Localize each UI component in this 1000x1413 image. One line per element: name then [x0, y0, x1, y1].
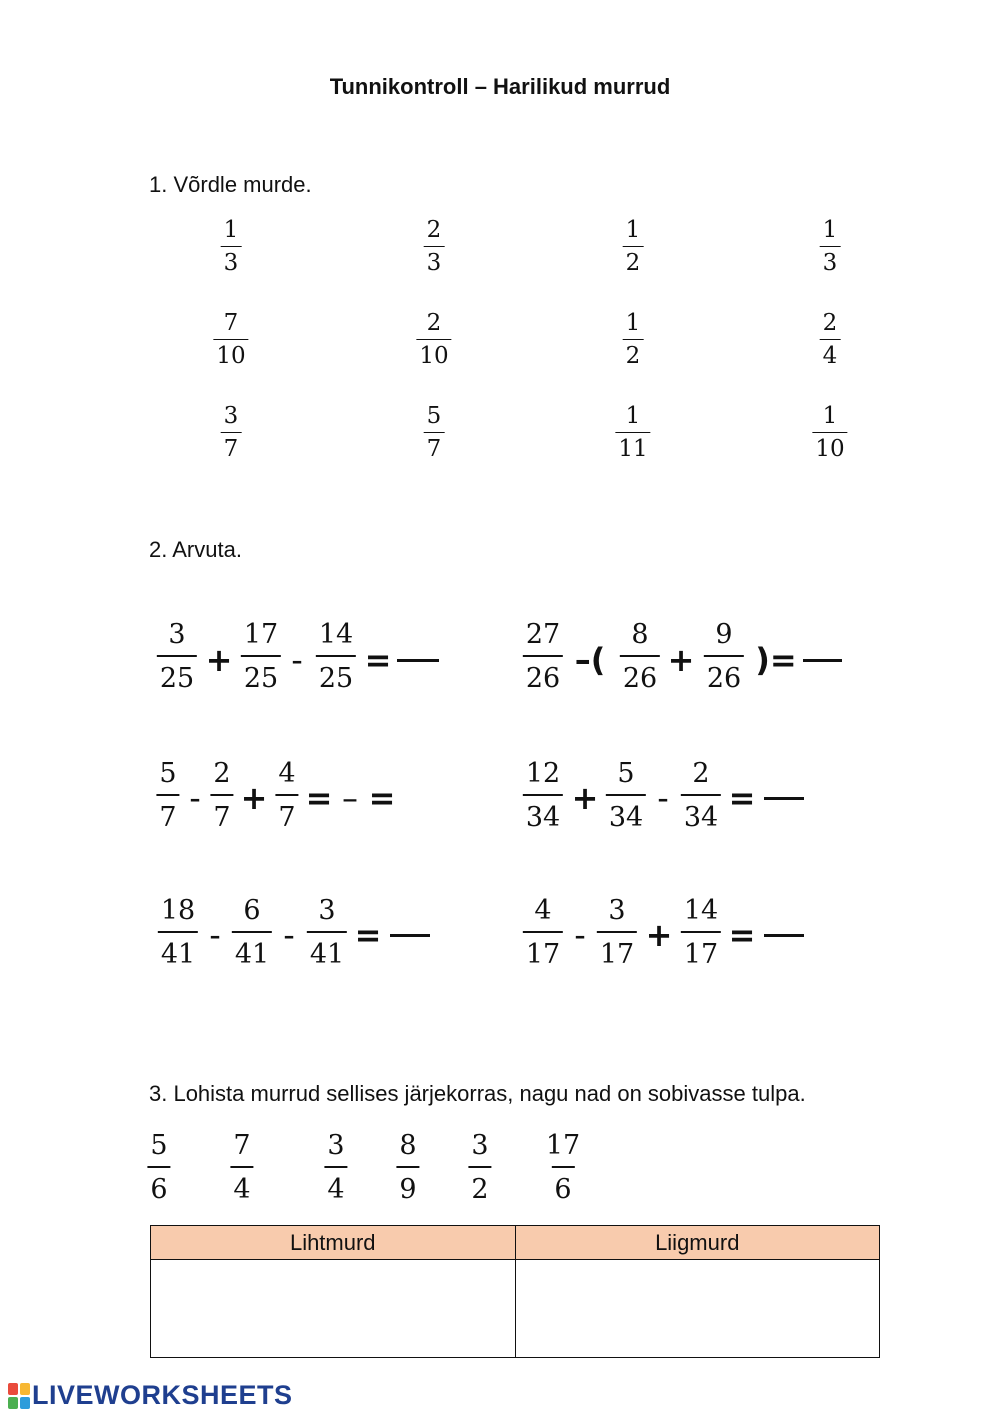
denominator: 7 [424, 432, 445, 461]
compare-fraction [424, 219, 445, 275]
draggable-fraction[interactable] [396, 1132, 419, 1203]
liveworksheets-logo-icon [8, 1383, 30, 1409]
numerator: 2 [822, 310, 838, 336]
exercise-fraction [681, 760, 721, 831]
denominator: 7 [156, 794, 179, 831]
exercise-fraction [523, 897, 563, 968]
numerator: 8 [399, 1130, 417, 1161]
operator-sign: + [205, 641, 233, 679]
numerator: 2 [426, 217, 442, 243]
numerator: 9 [715, 619, 733, 650]
numerator: 8 [631, 619, 649, 650]
denominator: 25 [157, 655, 197, 692]
numerator: 1 [625, 310, 641, 336]
draggable-fraction[interactable] [543, 1132, 583, 1203]
denominator: 2 [623, 339, 644, 368]
exercise-fraction [158, 897, 198, 968]
denominator: 26 [523, 655, 563, 692]
compare-fraction [221, 219, 242, 275]
numerator: 4 [278, 758, 296, 789]
task2-heading: 2. Arvuta. [149, 537, 242, 562]
compare-fraction [416, 312, 451, 368]
operator-sign: = [305, 779, 333, 817]
operator-sign: - [209, 916, 221, 954]
operator-sign: + [240, 779, 268, 817]
numerator: 3 [608, 895, 626, 926]
denominator: 26 [620, 655, 660, 692]
denominator: 10 [812, 432, 847, 461]
denominator: 2 [468, 1166, 491, 1203]
logo-square [20, 1397, 30, 1409]
numerator: 14 [683, 895, 719, 926]
compare-fraction [213, 312, 248, 368]
operator-sign: - [189, 779, 201, 817]
numerator: 1 [822, 403, 838, 429]
compare-fraction [812, 405, 847, 461]
exercise-fraction [156, 760, 179, 831]
exercise-fraction [157, 621, 197, 692]
task3-heading: 3. Lohista murrud sellises järjekorras, nagu nad on sobivasse tulpa. [149, 1081, 806, 1106]
denominator: 4 [324, 1166, 347, 1203]
denominator: 9 [396, 1166, 419, 1203]
compare-fraction [623, 312, 644, 368]
numerator: 7 [223, 310, 239, 336]
denominator: 25 [241, 655, 281, 692]
numerator: 3 [318, 895, 336, 926]
exercise-fraction [232, 897, 272, 968]
operator-sign: )= [755, 641, 797, 679]
draggable-fraction[interactable] [324, 1132, 347, 1203]
operator-sign: = [368, 779, 396, 817]
denominator: 11 [615, 432, 650, 461]
numerator: 5 [150, 1130, 168, 1161]
operator-sign: - [657, 779, 669, 817]
denominator: 17 [597, 931, 637, 968]
operator-sign: + [667, 641, 695, 679]
numerator: 17 [243, 619, 279, 650]
column-header-liigmurd: Liigmurd [515, 1226, 880, 1260]
denominator: 17 [681, 931, 721, 968]
exercise-fraction [681, 897, 721, 968]
denominator: 3 [820, 246, 841, 275]
numerator: 5 [426, 403, 442, 429]
denominator: 41 [158, 931, 198, 968]
denominator: 26 [704, 655, 744, 692]
denominator: 4 [820, 339, 841, 368]
numerator: 1 [625, 403, 641, 429]
denominator: 2 [623, 246, 644, 275]
denominator: 3 [424, 246, 445, 275]
operator-sign: = [728, 916, 756, 954]
answer-blank[interactable] [764, 934, 804, 937]
drop-zone-liigmurd[interactable] [515, 1260, 880, 1358]
numerator: 1 [822, 217, 838, 243]
answer-blank[interactable] [397, 659, 439, 662]
numerator: 3 [223, 403, 239, 429]
denominator: 6 [147, 1166, 170, 1203]
compare-fraction [221, 405, 242, 461]
numerator: 3 [327, 1130, 345, 1161]
compare-fraction [820, 312, 841, 368]
operator-sign: – [342, 779, 358, 817]
exercise-fraction [597, 897, 637, 968]
exercise-fraction [523, 621, 563, 692]
operator-sign: - [574, 916, 586, 954]
logo-square [8, 1397, 18, 1409]
denominator: 34 [606, 794, 646, 831]
denominator: 34 [681, 794, 721, 831]
denominator: 4 [230, 1166, 253, 1203]
numerator: 12 [525, 758, 561, 789]
numerator: 5 [617, 758, 635, 789]
numerator: 6 [243, 895, 261, 926]
answer-blank[interactable] [390, 934, 430, 937]
compare-fraction [820, 219, 841, 275]
compare-fraction [615, 405, 650, 461]
exercise-fraction [606, 760, 646, 831]
operator-sign: + [571, 779, 599, 817]
operator-sign: - [291, 641, 303, 679]
draggable-fraction[interactable] [468, 1132, 491, 1203]
exercise-fraction [316, 621, 356, 692]
draggable-fraction[interactable] [230, 1132, 253, 1203]
exercise-fraction [620, 621, 660, 692]
operator-sign: = [354, 916, 382, 954]
numerator: 5 [159, 758, 177, 789]
denominator: 41 [307, 931, 347, 968]
numerator: 2 [426, 310, 442, 336]
exercise-fraction [210, 760, 233, 831]
draggable-fraction[interactable] [147, 1132, 170, 1203]
drop-zone-lihtmurd[interactable] [151, 1260, 516, 1358]
exercise-fraction [704, 621, 744, 692]
compare-fraction [424, 405, 445, 461]
exercise-fraction [307, 897, 347, 968]
denominator: 17 [523, 931, 563, 968]
page-title: Tunnikontroll – Harilikud murrud [329, 74, 671, 99]
exercise-fraction [523, 760, 563, 831]
denominator: 41 [232, 931, 272, 968]
denominator: 3 [221, 246, 242, 275]
operator-sign: –( [574, 641, 606, 679]
logo-text: LIVEWORKSHEETS [32, 1380, 293, 1410]
logo-square [8, 1383, 18, 1395]
operator-sign: = [364, 641, 392, 679]
denominator: 25 [316, 655, 356, 692]
compare-fraction [623, 219, 644, 275]
operator-sign: = [728, 779, 756, 817]
operator-sign: - [283, 916, 295, 954]
operator-sign: + [645, 916, 673, 954]
numerator: 3 [168, 619, 186, 650]
denominator: 7 [221, 432, 242, 461]
denominator: 10 [416, 339, 451, 368]
numerator: 1 [625, 217, 641, 243]
numerator: 7 [233, 1130, 251, 1161]
numerator: 17 [545, 1130, 581, 1161]
logo-square [20, 1383, 30, 1395]
exercise-fraction [241, 621, 281, 692]
task1-heading: 1. Võrdle murde. [149, 172, 312, 197]
denominator: 34 [523, 794, 563, 831]
answer-blank[interactable] [764, 797, 804, 800]
numerator: 18 [160, 895, 196, 926]
answer-blank[interactable] [803, 659, 842, 662]
liveworksheets-logo [8, 1380, 293, 1411]
column-header-lihtmurd: Lihtmurd [151, 1226, 516, 1260]
exercise-fraction [275, 760, 298, 831]
denominator: 7 [210, 794, 233, 831]
sorting-table [150, 1225, 880, 1358]
numerator: 14 [318, 619, 354, 650]
numerator: 1 [223, 217, 239, 243]
numerator: 27 [525, 619, 561, 650]
numerator: 2 [213, 758, 231, 789]
numerator: 2 [692, 758, 710, 789]
denominator: 6 [551, 1166, 574, 1203]
denominator: 10 [213, 339, 248, 368]
denominator: 7 [275, 794, 298, 831]
numerator: 4 [534, 895, 552, 926]
numerator: 3 [471, 1130, 489, 1161]
